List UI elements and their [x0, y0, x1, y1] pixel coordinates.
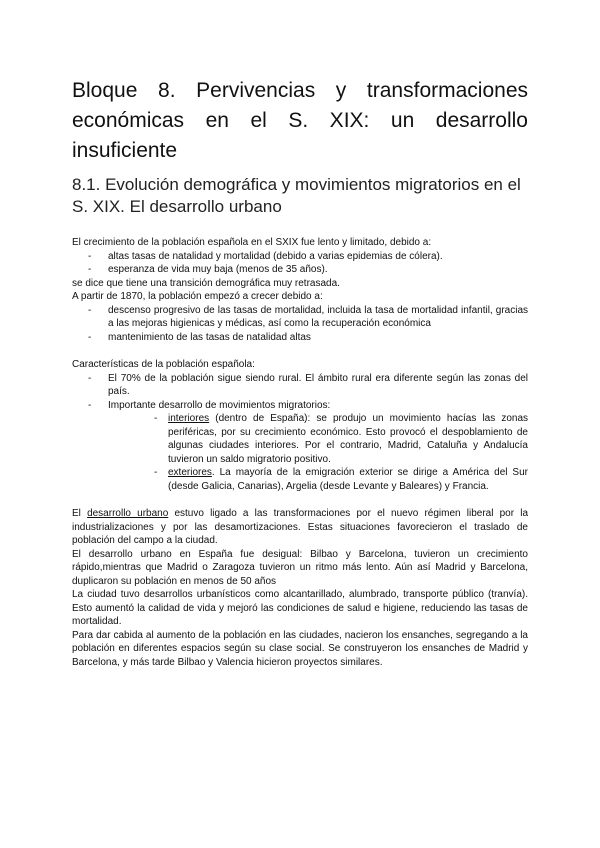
text-run: El	[72, 508, 88, 519]
document-title: Bloque 8. Pervivencias y transformaciones económicas en el S. XIX: un desarrollo insuficiente	[72, 79, 528, 162]
characteristics-list	[72, 372, 528, 494]
urban-paragraph-1	[72, 507, 528, 548]
term-desarrollo-urbano: desarrollo urbano	[87, 508, 169, 519]
list-item: - El 70% de la población sigue siendo rural. El ámbito rural era diferente según las zonas del país.	[88, 372, 528, 399]
transition-paragraph: se dice que tiene una transición demográfica muy retrasada.	[72, 277, 340, 289]
growth-list	[72, 304, 528, 345]
list-item: - descenso progresivo de las tasas de mortalidad, incluida la tasa de mortalidad infantil, gracias a las mejoras higienicas y médicas, así como la recuperación económica	[88, 304, 528, 331]
list-item: - mantenimiento de las tasas de natalidad altas	[88, 331, 528, 345]
spacer	[72, 493, 528, 507]
list-item: - altas tasas de natalidad y mortalidad (debido a varias epidemias de cólera).	[88, 250, 528, 264]
section-heading: 8.1. Evolución demográfica y movimientos migratorios en el S. XIX. El desarrollo urbano	[72, 175, 521, 216]
text-run: estuvo ligado a las transformaciones por el nuevo régimen liberal por la industrializaciones y por las desamortizaciones. Estas situaciones favorecieron el traslado de población del campo a la ciudad.	[72, 508, 529, 546]
intro-paragraph: El crecimiento de la población española en el SXIX fue lento y limitado, debido a:	[72, 237, 432, 248]
urban-paragraph-2: El desarrollo urbano en España fue desigual: Bilbao y Barcelona, tuvieron un crecimiento rápido,mientras que Madrid o Zaragoza tuvieron un ritmo más lento. Aún así Madrid y Barcelona, duplicaron su población en menos de 50 años	[72, 548, 528, 587]
term-exteriores: exteriores	[168, 467, 212, 478]
intro-list	[72, 250, 528, 277]
list-item: - esperanza de vida muy baja (menos de 35 años).	[88, 263, 528, 277]
growth-paragraph: A partir de 1870, la población empezó a crecer debido a:	[72, 291, 323, 302]
migration-heading: Importante desarrollo de movimientos migratorios:	[108, 399, 331, 411]
term-interiores: interiores	[168, 413, 210, 424]
spacer	[72, 344, 528, 358]
urban-paragraph-4: Para dar cabida al aumento de la población en las ciudades, nacieron los ensanches, segregando a la población en diferentes espacios según su clase social. Se construyeron los ensanches de Madrid y Barcelona, y más tarde Bilbao y Valencia hicieron proyectos similares.	[72, 629, 528, 668]
exteriores-text: . La mayoría de la emigración exterior se dirige a América del Sur (desde Galicia, Canarias), Argelia (desde Levante y Baleares) y Francia.	[168, 467, 528, 492]
characteristics-heading: Características de la población española:	[72, 359, 255, 370]
list-item	[88, 399, 528, 494]
list-item	[154, 466, 528, 493]
migration-list	[108, 412, 528, 493]
document-body	[72, 236, 528, 669]
interiores-text: (dentro de España): se produjo un movimiento hacías las zonas periféricas, por su crecimiento económico. Esto provocó el despoblamiento de algunas ciudades interiores. Por el contrario, Madrid, Cataluña y Andalucía tuvieron un saldo migratorio positivo.	[168, 413, 528, 465]
list-item	[154, 412, 528, 466]
urban-paragraph-3: La ciudad tuvo desarrollos urbanísticos como alcantarillado, alumbrado, transporte público (tranvía). Esto aumentó la calidad de vida y mejoró las condiciones de salud e higiene, reduciendo las tasas de mortalidad.	[72, 589, 528, 627]
